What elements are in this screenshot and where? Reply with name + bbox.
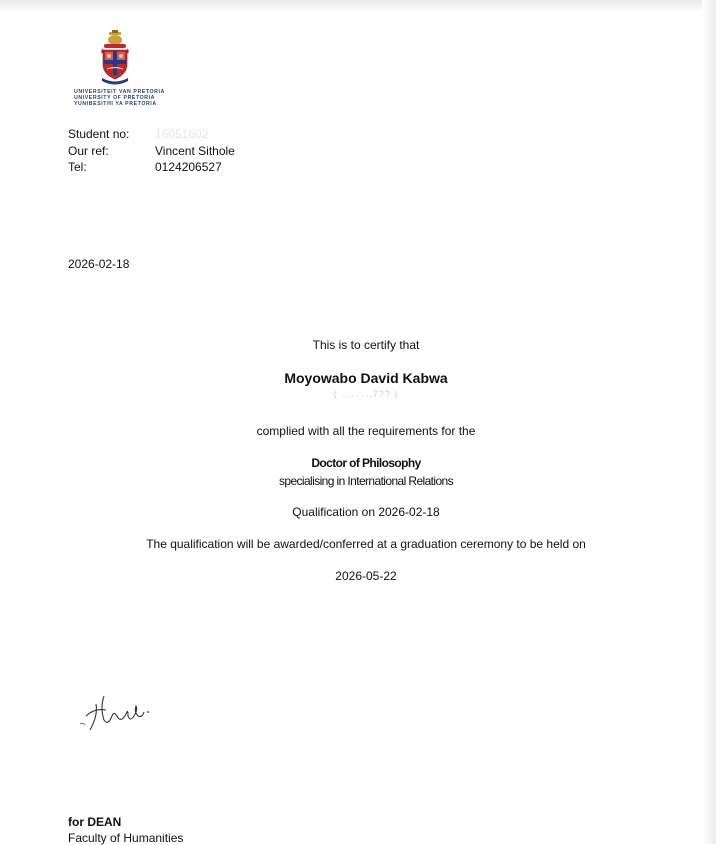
conferral-notice: The qualification will be awarded/conferred at a graduation ceremony to be held on	[146, 537, 586, 551]
tel-value: 0124206527	[155, 160, 222, 174]
qualification-date: Qualification on 2026-02-18	[292, 505, 440, 519]
faculty-name: Faculty of Humanities	[68, 831, 184, 845]
logo-name-english: UNIVERSITY OF PRETORIA	[74, 95, 156, 101]
student-no-value: 16051602	[155, 127, 209, 141]
logo-name-sepedi: YUNIBESITHI YA PRETORIA	[74, 101, 157, 107]
page-shadow-top	[0, 0, 716, 12]
ceremony-date: 2026-05-22	[335, 569, 397, 583]
degree-title: Doctor of Philosophy	[311, 456, 421, 470]
handwritten-signature-icon	[76, 686, 156, 738]
for-dean-label: for DEAN	[68, 815, 122, 829]
university-coat-of-arms-icon	[96, 30, 134, 86]
complied-text: complied with all the requirements for the	[256, 424, 476, 438]
redacted-id-line: ( ..... ...7?? )	[333, 389, 399, 399]
page-shadow-right	[702, 0, 716, 844]
graduate-name: Moyowabo David Kabwa	[284, 370, 448, 386]
logo-name-afrikaans: UNIVERSITEIT VAN PRETORIA	[74, 89, 165, 95]
tel-label: Tel:	[68, 160, 87, 174]
university-logo	[74, 30, 165, 107]
our-ref-label: Our ref:	[68, 143, 109, 158]
tel-row	[68, 159, 235, 176]
our-ref-row	[68, 143, 235, 160]
our-ref-value: Vincent Sithole	[155, 143, 235, 158]
student-no-label: Student no:	[68, 127, 130, 141]
degree-specialisation: specialising in International Relations	[278, 474, 454, 488]
letter-date: 2026-02-18	[68, 257, 130, 271]
reference-block	[68, 126, 235, 176]
certify-intro: This is to certify that	[312, 338, 420, 352]
student-no-row	[68, 126, 235, 143]
